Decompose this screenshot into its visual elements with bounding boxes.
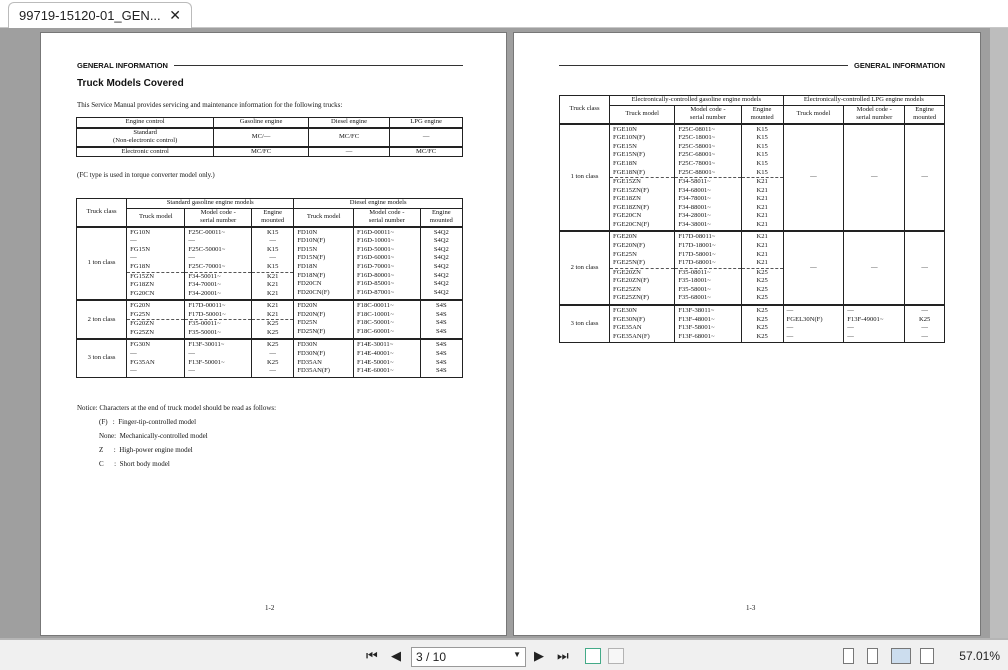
header-text: GENERAL INFORMATION (77, 61, 168, 70)
first-page-button[interactable]: ⏮ (366, 648, 378, 663)
group-header: Standard gasoline engine models (127, 199, 294, 209)
intro-text: This Service Manual provides servicing and maintenance information for the following trucks: (77, 101, 343, 109)
column-header: Engine mounted (741, 105, 783, 124)
cell-group: K21 K21 K21 K21 (756, 233, 768, 267)
cell-group: FGE15ZN FGE15ZN(F) FGE18ZN FGE18ZN(F) FGE20CN FGE20CN(F) (610, 177, 674, 229)
legend-item: Z : High-power engine model (99, 446, 193, 454)
table-row (77, 128, 463, 147)
table-body (77, 227, 463, 378)
truck-class-cell: 2 ton class (560, 231, 610, 305)
tab-bar (0, 0, 1008, 28)
cell-group: K21 K21 K21 (252, 272, 293, 299)
table-cell (741, 305, 783, 343)
table-cell (353, 300, 420, 339)
cell-group: — (921, 263, 928, 271)
table-cell (420, 339, 462, 377)
truck-class-cell: 1 ton class (560, 124, 610, 232)
table-row (560, 124, 945, 232)
sub-header-row (560, 105, 945, 124)
table-cell (905, 305, 945, 343)
column-header: Engine mounted (420, 208, 462, 227)
table-cell (127, 339, 185, 377)
document-tab[interactable] (8, 2, 192, 28)
table-row (77, 227, 463, 301)
cell-group: — (870, 263, 878, 271)
page-right (513, 32, 981, 636)
page-number: 1-2 (265, 604, 275, 612)
cell-group: FGE10N FGE10N(F) FGE15N FGE15N(F) FGE18N FGE18N(F) (613, 125, 645, 176)
cell-group: S4Q2 S4Q2 S4Q2 S4Q2 S4Q2 S4Q2 S4Q2 S4Q2 (433, 228, 449, 296)
column-header: Model code - serial number (185, 208, 252, 227)
continuous-view-icon[interactable] (867, 648, 878, 664)
table-cell: — (308, 147, 389, 157)
column-header: Truck model (294, 208, 354, 227)
table-cell (905, 124, 945, 232)
header-rule (174, 65, 463, 66)
table-cell (420, 300, 462, 339)
cell-group: F13F-38011~ F13F-48001~ F13F-58001~ F13F-68001~ (678, 306, 715, 340)
cell-group: — (810, 263, 817, 271)
truck-models-table (76, 198, 463, 378)
truck-class-cell: 1 ton class (77, 227, 127, 301)
bottom-toolbar (0, 638, 1008, 670)
page-selector[interactable] (411, 647, 526, 667)
table-note: (FC type is used in torque converter model only.) (77, 171, 215, 179)
cell-group: FD30N FD30N(F) FD35AN FD35AN(F) (297, 341, 330, 375)
truck-class-cell: 2 ton class (77, 300, 127, 339)
cell-group: F35-08011~ F35-18001~ F35-58001~ F35-68001~ (675, 268, 740, 303)
cell-group: F17D-08011~ F17D-18001~ F17D-58001~ F17D-68001~ (678, 233, 716, 267)
next-page-button[interactable]: ▶ (534, 648, 544, 663)
table-cell (610, 305, 675, 343)
column-header: Truck model (127, 208, 185, 227)
table-cell (675, 124, 741, 232)
column-header: Model code - serial number (675, 105, 741, 124)
cell-group: F18C-00011~ F18C-10001~ F18C-50001~ F18C-60001~ (356, 302, 394, 335)
column-header: LPG engine (390, 118, 463, 128)
cell-group: — (870, 173, 878, 181)
table-cell (420, 227, 462, 301)
engine-control-table (76, 117, 463, 157)
table-row (77, 300, 463, 339)
chevron-down-icon: ▼ (513, 650, 521, 659)
table-cell (252, 300, 294, 339)
legend-item: C : Short body model (99, 460, 170, 468)
zoom-level[interactable]: 57.01% (959, 649, 1000, 663)
cell-group: FG20N FG25N (130, 302, 150, 318)
table-cell (252, 339, 294, 377)
page-header (77, 61, 463, 70)
column-header: Engine control (77, 118, 214, 128)
column-header: Model code - serial number (353, 208, 420, 227)
close-tab-icon[interactable]: ✕ (169, 7, 181, 23)
cell-group: F25C-08011~ F25C-18001~ F25C-58001~ F25C-68001~ F25C-78001~ F25C-88001~ (678, 125, 716, 176)
legend-item: None: Mechanically-controlled model (99, 432, 208, 440)
table-cell (675, 305, 741, 343)
group-header: Diesel engine models (294, 199, 463, 209)
cell-group: FD10N FD10N(F) FD15N FD15N(F) FD18N FD18N(F) FD20CN FD20CN(F) (297, 228, 330, 296)
column-header: Model code - serial number (844, 105, 905, 124)
cell-group: F13F-30011~ — F13F-50001~ — (188, 341, 225, 375)
table-cell (610, 124, 675, 232)
notice-text: Notice: Characters at the end of truck model should be read as follows: (77, 404, 277, 412)
table-cell (185, 339, 252, 377)
cell-group: FD20N FD20N(F) FD25N FD25N(F) (297, 302, 326, 335)
table-cell (185, 227, 252, 301)
table-row (77, 339, 463, 377)
table-row (560, 231, 945, 305)
cell-group: S4S S4S S4S S4S (436, 341, 447, 375)
cell-group: — F13F-49001~ — — (847, 306, 884, 340)
cell-group: F14E-30011~ F14E-40001~ F14E-50001~ F14E-60001~ (356, 341, 394, 375)
table-cell (783, 231, 844, 305)
table-cell (294, 339, 354, 377)
cell-group: — FGEL30N(F) — — (786, 306, 823, 340)
section-title: Truck Models Covered (77, 78, 184, 89)
fit-width-icon[interactable] (585, 648, 601, 664)
cell-group: FGE20N FGE20N(F) FGE25N FGE25N(F) (613, 233, 645, 267)
group-header: Electronically-controlled LPG engine models (783, 96, 944, 106)
table-cell (844, 305, 905, 343)
table-cell: MC/FC (214, 147, 309, 157)
cell-group: — (810, 173, 817, 181)
column-header: Truck class (560, 96, 610, 124)
table-body (560, 124, 945, 343)
table-cell (741, 231, 783, 305)
table-cell (783, 305, 844, 343)
column-header: Gasoline engine (214, 118, 309, 128)
cell-group: K15 K15 K15 K15 K15 K15 (756, 125, 768, 176)
column-header: Truck class (77, 199, 127, 227)
cell-group: F16D-00011~ F16D-10001~ F16D-50001~ F16D-60001~ F16D-70001~ F16D-80001~ F16D-85001~ F16D-87001~ (356, 228, 395, 296)
cell-group: K21 K21 K21 K21 K21 K21 (742, 177, 783, 229)
table-cell: Electronic control (77, 147, 214, 157)
table-cell: MC/FC (308, 128, 389, 147)
header-text: GENERAL INFORMATION (854, 61, 945, 70)
page-number: 1-3 (746, 604, 756, 612)
cell-group: F35-00011~ F35-50001~ (185, 319, 251, 337)
column-header: Engine mounted (252, 208, 294, 227)
page-header (559, 61, 945, 70)
table-cell (844, 231, 905, 305)
cell-group: FGE30N FGE30N(F) FGE35AN FGE35AN(F) (613, 306, 650, 340)
table-cell (185, 300, 252, 339)
cell-group: F34-50011~ F34-70001~ F34-20001~ (185, 272, 251, 299)
legend-item: (F) : Finger-tip-controlled model (99, 418, 197, 426)
header-rule (559, 65, 848, 66)
table-cell (127, 227, 185, 301)
table-cell (353, 339, 420, 377)
cell-group: F17D-00011~ F17D-50001~ (188, 302, 226, 318)
fit-page-icon[interactable] (608, 648, 624, 664)
table-cell (741, 124, 783, 232)
electronic-models-table (559, 95, 945, 343)
cell-group: K15 — K15 — K15 (267, 228, 279, 270)
table-cell: MC/FC (390, 147, 463, 157)
table-cell (675, 231, 741, 305)
suffix-legend (99, 418, 208, 474)
cell-group: FGE20ZN FGE20ZN(F) FGE25ZN FGE25ZN(F) (610, 268, 674, 303)
page-left (40, 32, 507, 636)
sub-header-row (77, 208, 463, 227)
table-row (77, 147, 463, 157)
column-header: Diesel engine (308, 118, 389, 128)
table-cell: MC/— (214, 128, 309, 147)
truck-class-cell: 3 ton class (77, 339, 127, 377)
cell-group: FG30N — FG35AN — (130, 341, 155, 375)
cell-group: — K25 — — (918, 306, 931, 340)
cell-group: F34-58011~ F34-68001~ F34-78001~ F34-88001~ F34-28001~ F34-38001~ (675, 177, 740, 229)
group-header-row (560, 96, 945, 106)
cell-group: S4S S4S S4S S4S (436, 302, 447, 335)
group-header: Electronically-controlled gasoline engine models (610, 96, 784, 106)
tab-title: 99719-15120-01_GEN... (19, 8, 161, 23)
cell-group: — (921, 173, 928, 181)
table-cell (844, 124, 905, 232)
single-page-view-icon[interactable] (843, 648, 854, 664)
vertical-scrollbar[interactable] (990, 28, 1008, 638)
truck-class-cell: 3 ton class (560, 305, 610, 343)
cell-group: K25 K25 K25 K25 (756, 306, 768, 340)
column-header: Truck model (783, 105, 844, 124)
header-row (77, 118, 463, 128)
cell-group: K21 K21 (267, 302, 279, 318)
page-indicator: 3 / 10 (416, 650, 447, 664)
column-header: Engine mounted (905, 105, 945, 124)
cell-group: FG20ZN FG25ZN (127, 319, 184, 337)
two-page-continuous-view-icon[interactable] (920, 648, 934, 664)
table-row (560, 305, 945, 343)
cell-group: K25 — K25 — (267, 341, 279, 375)
table-cell (294, 227, 354, 301)
group-header-row (77, 199, 463, 209)
cell-group: K25 K25 (252, 319, 293, 337)
column-header: Truck model (610, 105, 675, 124)
table-cell (127, 300, 185, 339)
last-page-button[interactable]: ⏭ (557, 648, 569, 663)
previous-page-button[interactable]: ◀ (391, 648, 401, 663)
table-cell (905, 231, 945, 305)
cell-group: F25C-00011~ — F25C-50001~ — F25C-70001~ (188, 228, 226, 270)
table-cell: Standard (Non-electronic control) (77, 128, 214, 147)
cell-group: FG15ZN FG18ZN FG20CN (127, 272, 184, 299)
two-page-view-icon[interactable] (891, 648, 911, 664)
table-cell (294, 300, 354, 339)
table-cell (783, 124, 844, 232)
table-cell (252, 227, 294, 301)
table-cell (353, 227, 420, 301)
table-cell: — (390, 128, 463, 147)
cell-group: K25 K25 K25 K25 (742, 268, 783, 303)
table-cell (610, 231, 675, 305)
cell-group: FG10N — FG15N — FG18N (130, 228, 150, 270)
